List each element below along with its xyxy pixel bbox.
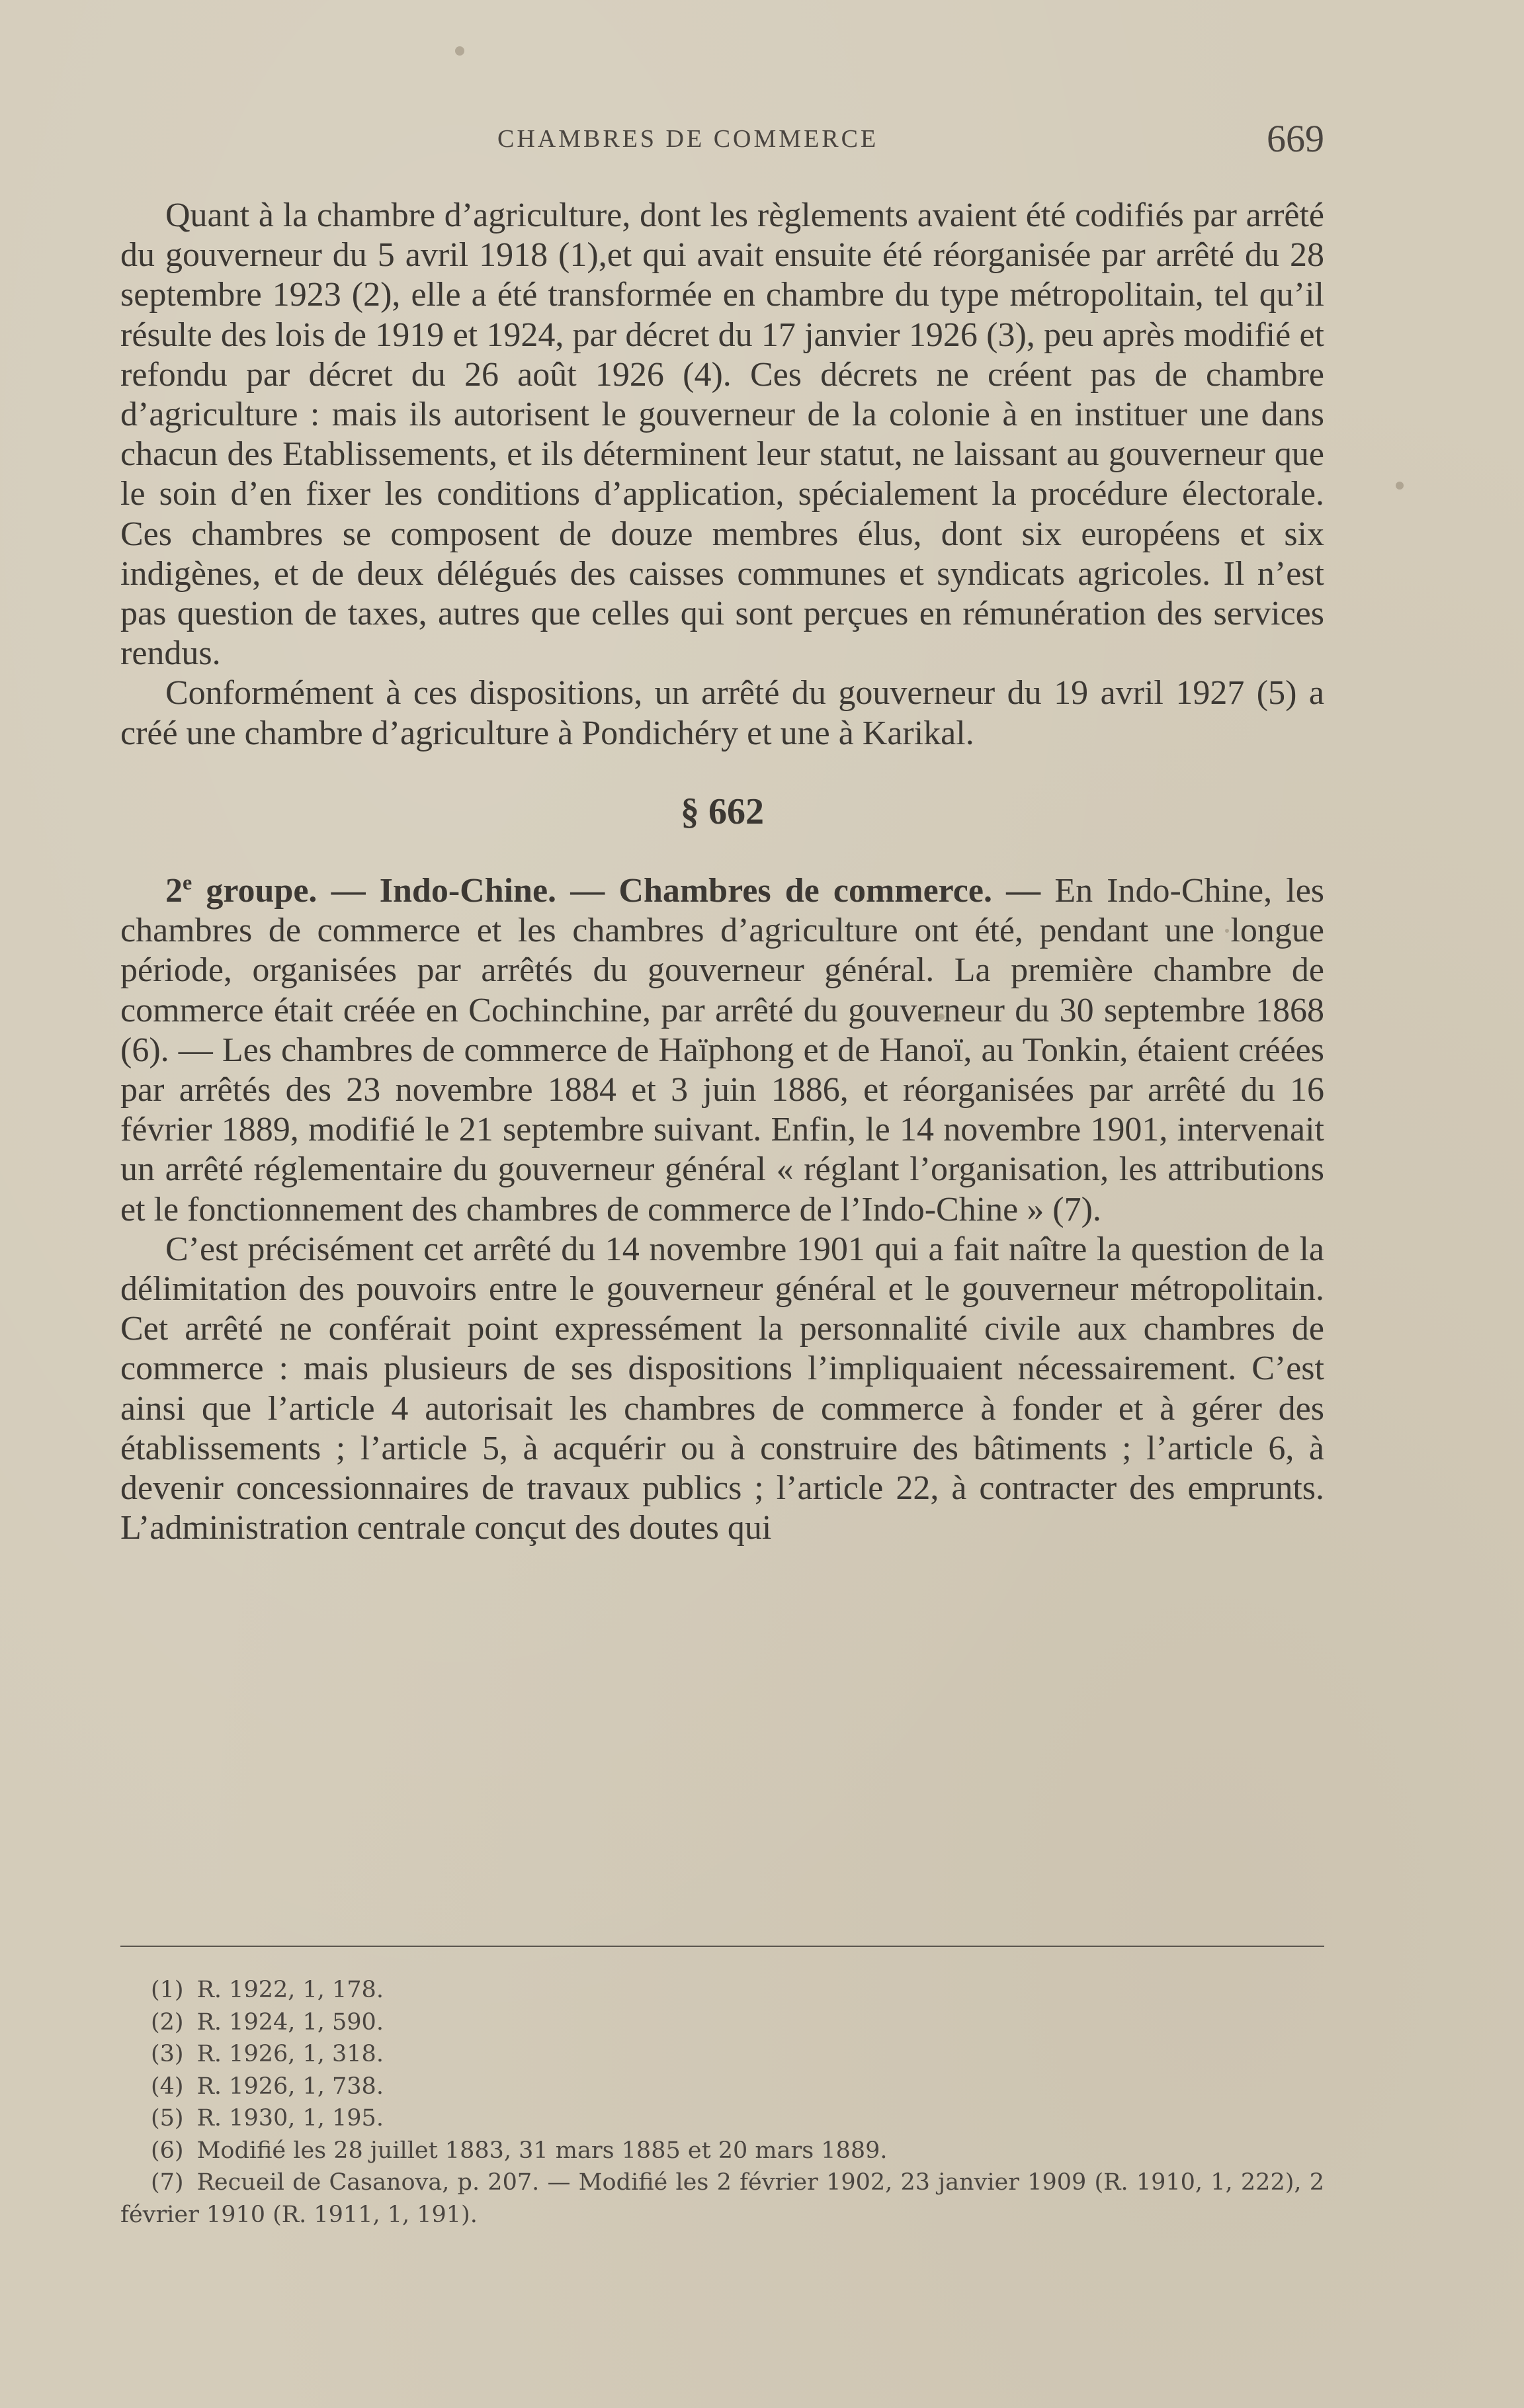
paper-speck <box>1225 929 1229 933</box>
section-mark: § 662 <box>681 791 764 832</box>
page-header <box>120 117 1324 167</box>
footnote-number: (3) <box>151 2041 184 2067</box>
paragraph-indochine <box>120 871 1324 1230</box>
footnote-7 <box>120 2167 1324 2231</box>
footnote-number: (7) <box>151 2169 184 2196</box>
footnote-number: (5) <box>151 2105 184 2131</box>
paper-speck <box>938 1013 945 1020</box>
footnote-number: (1) <box>151 1977 184 2003</box>
paragraph-arrete-1901: C’est précisément cet arrêté du 14 novembre 1901 qui a fait naître la question de la délimitation des pouvoirs entre le gouverneur général et le gouverneur métropolitain. Cet arrêté ne conférait point expressément la personnalité civile aux chambres de commerce : mais plusieurs de ses dispositions l’impliquaient nécessairement. C’est ainsi que l’article 4 autorisait les chambres de commerce à fonder et à gérer des établissements ; l’article 5, à acquérir ou à construire des bâtiments ; l’article 6, à devenir concessionnaires de travaux publics ; l’article 22, à contracter des emprunts. L’administration centrale conçut des doutes qui <box>120 1230 1324 1547</box>
footnote-number: (4) <box>151 2073 184 2100</box>
footnote-3 <box>120 2038 1324 2071</box>
footnote-text: R. 1922, 1, 178. <box>196 1977 384 2003</box>
paper-speck <box>1396 482 1404 490</box>
running-head: CHAMBRES DE COMMERCE <box>497 125 879 153</box>
footnote-5 <box>120 2102 1324 2135</box>
paper-speck <box>455 46 464 56</box>
footnote-rule <box>120 1946 1324 1947</box>
footnote-4 <box>120 2071 1324 2103</box>
heading-superscript: e <box>183 870 192 894</box>
section-heading <box>165 872 1040 910</box>
footnote-6 <box>120 2135 1324 2167</box>
footnote-1 <box>120 1974 1324 2006</box>
page-number: 669 <box>1267 117 1324 160</box>
paragraph-pondichery-karikal: Conformément à ces dispositions, un arrêté du gouverneur du 19 avril 1927 (5) a créé une chambre d’agriculture à Pondichéry et une à Karikal. <box>120 674 1324 752</box>
heading-text: groupe. — Indo-Chine. — Chambres de commerce. — <box>192 872 1041 910</box>
footnote-text: Modifié les 28 juillet 1883, 31 mars 1885 et 20 mars 1889. <box>196 2137 888 2164</box>
footnote-text: R. 1926, 1, 738. <box>196 2073 384 2100</box>
footnote-text: R. 1930, 1, 195. <box>196 2105 384 2131</box>
footnote-text: R. 1926, 1, 318. <box>196 2041 384 2067</box>
footnote-number: (6) <box>151 2137 184 2164</box>
footnote-text: Recueil de Casanova, p. 207. — Modifié les 2 février 1902, 23 janvier 1909 (R. 1910, 1, 222), 2 février 1910 (R. 1911, 1, 191). <box>120 2169 1324 2228</box>
heading-number: 2 <box>165 872 183 910</box>
footnote-number: (2) <box>151 2008 184 2036</box>
body-text <box>120 196 1324 1549</box>
footnote-text: R. 1924, 1, 590. <box>196 2008 384 2036</box>
paragraph-indochine-text: En Indo-Chine, les chambres de commerce et les chambres d’agriculture ont été, pendant une longue période, organisées par arrêtés du gouverneur général. La première chambre de commerce était créée en Cochinchine, par arrêté du gouverneur du 30 septembre 1868 (6). — Les chambres de commerce de Haïphong et de Hanoï, au Tonkin, étaient créées par arrêtés des 23 novembre 1884 et 3 juin 1886, et réorganisées par arrêté du 16 février 1889, modifié le 21 septembre suivant. Enfin, le 14 novembre 1901, intervenait un arrêté réglementaire du gouverneur général « réglant l’organisation, les attributions et le fonctionnement des chambres de commerce de l’Indo-Chine » (7). <box>120 872 1325 1228</box>
footnote-2 <box>120 2006 1324 2039</box>
footnotes <box>120 1974 1324 2231</box>
paragraph-agriculture-chamber: Quant à la chambre d’agriculture, dont les règlements avaient été codifiés par arrêté du gouverneur du 5 avril 1918 (1),et qui avait ensuite été réorganisée par arrêté du 28 septembre 1923 (2), elle a été transformée en chambre du type métropolitain, tel qu’il résulte des lois de 1919 et 1924, par décret du 17 janvier 1926 (3), peu après modifié et refondu par décret du 26 août 1926 (4). Ces décrets ne créent pas de chambre d’agriculture : mais ils autorisent le gouverneur de la colonie à en instituer une dans chacun des Etablissements, et ils déterminent leur statut, ne laissant au gouverneur que le soin d’en fixer les conditions d’application, spécialement la procédure électorale. Ces chambres se composent de douze membres élus, dont six européens et six indigènes, et de deux délégués des caisses communes et syndicats agricoles. Il n’est pas question de taxes, autres que celles qui sont perçues en rémunération des services rendus. <box>120 196 1324 673</box>
